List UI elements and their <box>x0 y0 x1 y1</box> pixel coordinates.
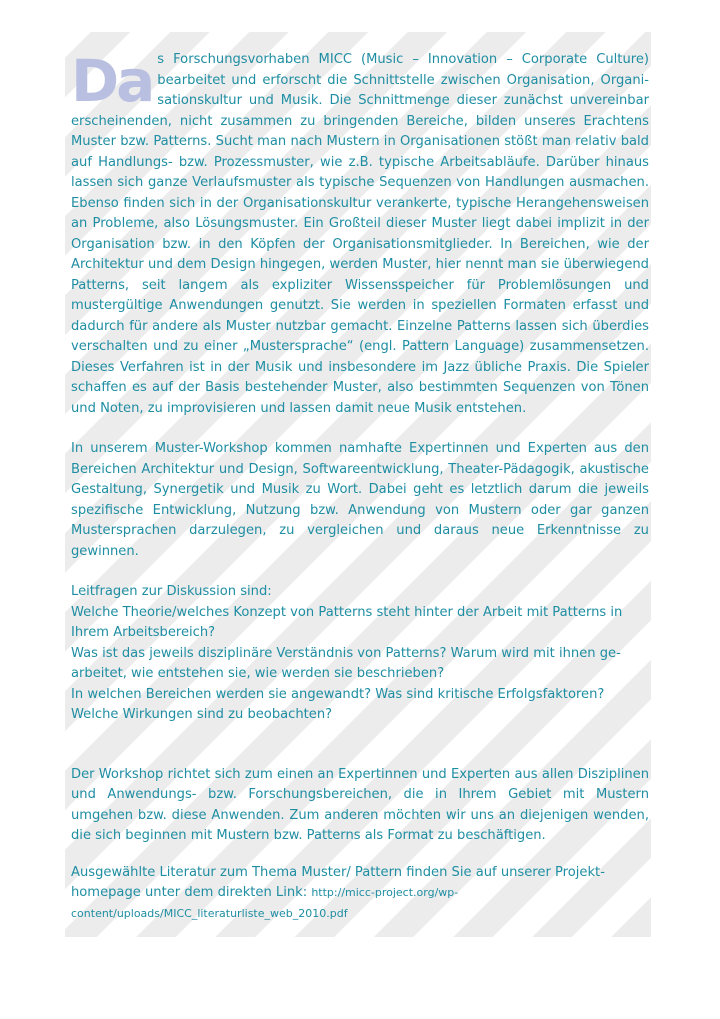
questions-section <box>71 582 649 726</box>
questions-heading: Leitfragen zur Diskussion sind: <box>71 584 272 599</box>
question-item-2: Was ist das jeweils disziplinäre Verständnis von Patterns? Warum wird mit ihnen gearbeitet, wie entstehen sie, wie werden sie beschrieben? <box>71 645 621 681</box>
drop-cap: Da <box>71 47 153 115</box>
literature-link[interactable]: http://micc-project.org/wp-content/uploads/MICC_literaturliste_web_2010.pdf <box>71 886 459 920</box>
intro-paragraph <box>71 47 649 419</box>
question-item-3: In welchen Bereichen werden sie angewandt? Was sind kritische Erfolgsfaktoren? Welche Wirkungen sind zu beobachten? <box>71 686 605 722</box>
document-body <box>71 47 649 924</box>
literature-paragraph <box>71 863 649 925</box>
audience-paragraph: Der Workshop richtet sich zum einen an Expertinnen und Experten aus allen Disziplinen und Anwendungs- bzw. Forschungsbereichen, die in Ihrem Gebiet mit Mustern umgehen bzw. diese Anwenden. Zum anderen möchten wir uns an diejenigen wenden, die sich beginnen mit Mustern bzw. Patterns als Format zu beschäftigen. <box>71 766 649 843</box>
intro-text: s Forschungsvorhaben MICC (Music – Innovation – Corporate Culture) bearbeitet und erforscht die Schnittstelle zwischen Organisation, Organisationskultur und Musik. Die Schnittmenge dieser zunächst unvereinbar erscheinenden, nicht zusammen zu bringenden Bereiche, bilden unseres Erachtens Muster bzw. Patterns. Sucht man nach Mustern in Organisationen stößt man relativ bald auf Handlungs- bzw. Prozessmuster, wie z.B. typische Arbeitsabläufe. Darüber hinaus lassen sich ganze Verlaufsmuster als typische Sequenzen von Handlungen ausmachen. Ebenso finden sich in der Organisationskultur verankerte, typische Herangehensweisen an Probleme, also Lösungsmuster. Ein Großteil dieser Muster liegt dabei implizit in der Organisation bzw. in den Köpfen der Organisationsmitglieder. In Bereichen, wie der Architektur und dem Design hingegen, werden Muster, hier nennt man sie überwiegend Patterns, seit langem als expliziter Wissensspeicher für Problemlösungen und mustergültige Anwendungen genutzt. Sie werden in speziellen Formaten erfasst und dadurch für andere als Muster nutzbar gemacht. Einzelne Patterns lassen sich überdies verschalten und zu einer „Mustersprache“ (engl. Pattern Language) zusammensetzen. Dieses Verfahren ist in der Musik und insbesondere im Jazz übliche Praxis. Die Spieler schaffen es auf der Basis bestehender Muster, also bestimmten Sequenzen von Tönen und Noten, zu improvisieren und lassen damit neue Musik entstehen. <box>71 52 649 416</box>
question-item-1: Welche Theorie/welches Konzept von Patterns steht hinter der Arbeit mit Patterns in Ihrem Arbeitsbereich? <box>71 604 623 640</box>
literature-text: Ausgewählte Literatur zum Thema Muster/ Pattern finden Sie auf unserer Projekthomepage unter dem direkten Link: <box>71 864 605 900</box>
workshop-paragraph: In unserem Muster-Workshop kommen namhafte Expertinnen und Experten aus den Bereichen Architektur und Design, Softwareentwicklung, Theater-Pädagogik, akustische Gestaltung, Synergetik und Musik zu Wort. Dabei geht es letztlich darum die jeweils spezifische Entwicklung, Nutzung bzw. Anwendung von Mustern oder gar ganzen Mustersprachen darzulegen, zu vergleichen und daraus neue Erkenntnisse zu gewinnen. <box>71 441 649 559</box>
